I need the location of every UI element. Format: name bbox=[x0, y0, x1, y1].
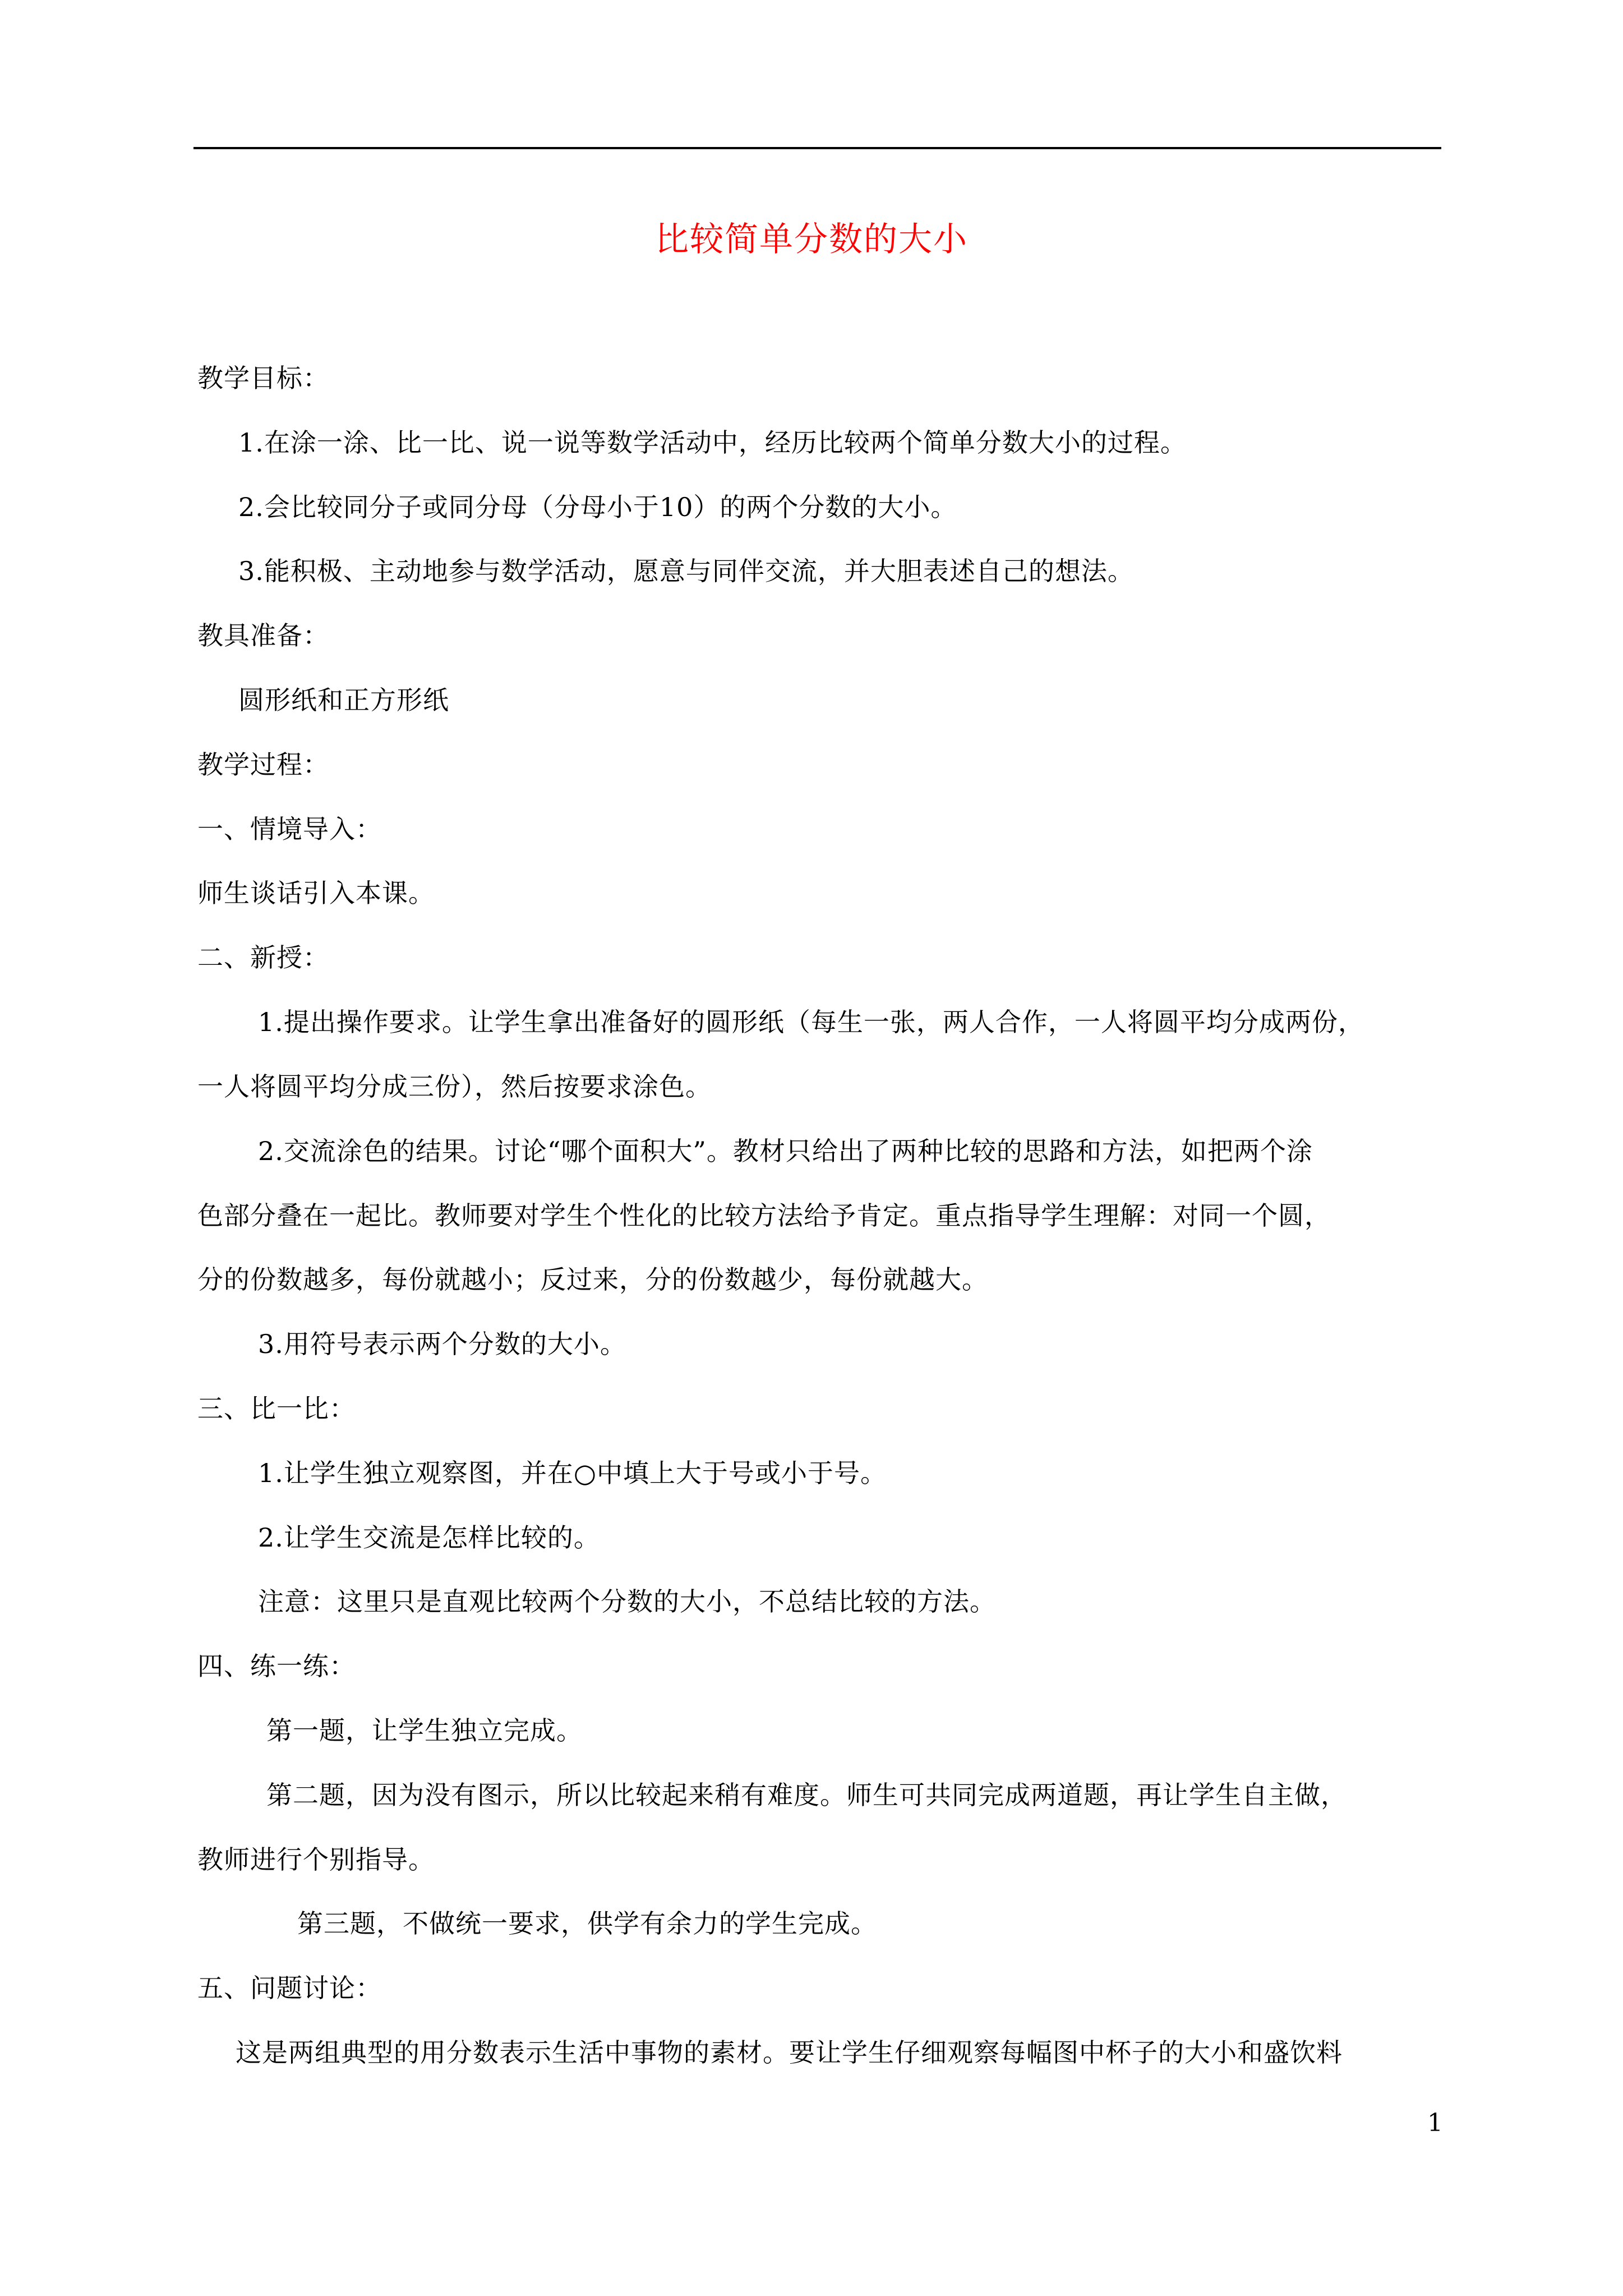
text-line: 3.能积极、主动地参与数学活动，愿意与同伴交流，并大胆表述自己的想法。 bbox=[238, 556, 1134, 586]
text-line: 分的份数越多，每份就越小；反过来，分的份数越少，每份就越大。 bbox=[197, 1264, 988, 1295]
text-line: 1.在涂一涂、比一比、说一说等数学活动中，经历比较两个简单分数大小的过程。 bbox=[238, 427, 1187, 458]
text-line: 注意：这里只是直观比较两个分数的大小，不总结比较的方法。 bbox=[258, 1586, 996, 1617]
text-line: 教学过程： bbox=[197, 749, 329, 780]
text-line: 一人将圆平均分成三份），然后按要求涂色。 bbox=[197, 1071, 712, 1102]
text-line: 2.会比较同分子或同分母（分母小于10）的两个分数的大小。 bbox=[238, 492, 957, 522]
text-line: 教师进行个别指导。 bbox=[197, 1844, 435, 1875]
text-line: 色部分叠在一起比。教师要对学生个性化的比较方法给予肯定。重点指导学生理解：对同一个圆， bbox=[197, 1200, 1331, 1231]
text-line: 1.让学生独立观察图，并在○中填上大于号或小于号。 bbox=[258, 1458, 887, 1488]
text-line: 教具准备： bbox=[197, 620, 329, 651]
text-line: 教学目标： bbox=[197, 363, 329, 393]
text-line: 五、问题讨论： bbox=[197, 1973, 382, 2003]
text-line: 2.交流涂色的结果。讨论“哪个面积大”。教材只给出了两种比较的思路和方法，如把两个涂 bbox=[258, 1136, 1313, 1166]
text-line: 第二题，因为没有图示，所以比较起来稍有难度。师生可共同完成两道题，再让学生自主做， bbox=[266, 1780, 1347, 1810]
text-line: 第三题，不做统一要求，供学有余力的学生完成。 bbox=[297, 1908, 877, 1939]
text-line: 第一题，让学生独立完成。 bbox=[266, 1715, 583, 1746]
text-line: 一、情境导入： bbox=[197, 814, 382, 844]
text-line: 圆形纸和正方形纸 bbox=[238, 685, 449, 715]
text-line: 三、比一比： bbox=[197, 1393, 356, 1424]
text-line: 师生谈话引入本课。 bbox=[197, 878, 435, 908]
text-line: 二、新授： bbox=[197, 942, 329, 973]
text-line: 3.用符号表示两个分数的大小。 bbox=[258, 1329, 626, 1359]
text-line: 2.让学生交流是怎样比较的。 bbox=[258, 1522, 600, 1553]
document-title: 比较简单分数的大小 bbox=[655, 220, 968, 259]
header-rule bbox=[193, 147, 1441, 149]
text-line: 1.提出操作要求。让学生拿出准备好的圆形纸（每生一张，两人合作，一人将圆平均分成两份， bbox=[258, 1007, 1364, 1037]
page-number: 1 bbox=[1427, 2109, 1443, 2137]
text-line: 这是两组典型的用分数表示生活中事物的素材。要让学生仔细观察每幅图中杯子的大小和盛饮料 bbox=[236, 2037, 1343, 2068]
text-line: 四、练一练： bbox=[197, 1651, 356, 1681]
